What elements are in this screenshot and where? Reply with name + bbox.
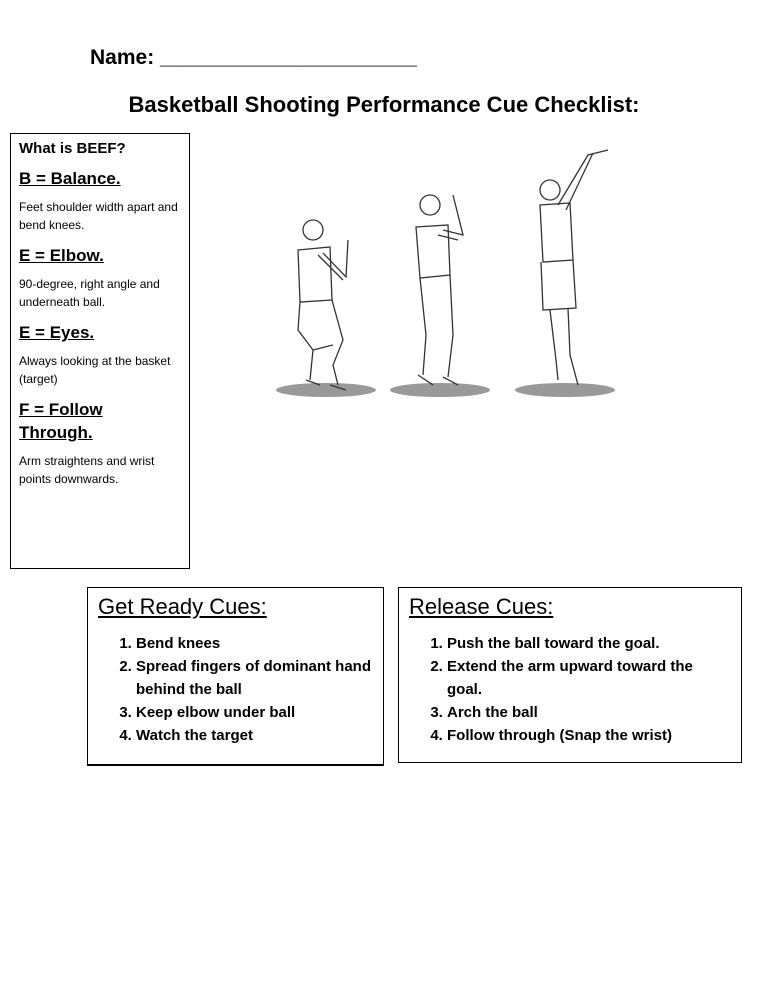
list-item: 1. Bend knees [136, 632, 373, 655]
get-ready-list [98, 632, 373, 747]
list-item: 1. Push the ball toward the goal. [447, 632, 731, 655]
name-field-label: Name: ______________________ [90, 46, 417, 69]
page-title: Basketball Shooting Performance Cue Checklist: [128, 92, 640, 117]
player-figure-ready [298, 220, 348, 390]
beef-item-desc: 90-degree, right angle and underneath ball. [19, 277, 160, 309]
release-cues-box [398, 587, 742, 763]
list-item: 2. Extend the arm upward toward the goal. [447, 655, 731, 701]
get-ready-title: Get Ready Cues: [98, 594, 267, 619]
beef-item-title: E = Eyes. [19, 323, 95, 342]
list-item: 3. Keep elbow under ball [136, 701, 373, 724]
beef-item-desc: Always looking at the basket (target) [19, 354, 171, 386]
beef-item-title: F = Follow Through. [19, 400, 103, 442]
beef-item-title: B = Balance. [19, 169, 121, 188]
beef-item-title: E = Elbow. [19, 246, 104, 265]
player-figure-release [540, 150, 608, 385]
list-item: 3. Arch the ball [447, 701, 731, 724]
release-title: Release Cues: [409, 594, 554, 619]
list-item: 4. Watch the target [136, 724, 373, 747]
get-ready-cues-box [87, 587, 384, 766]
beef-heading: What is BEEF? [19, 140, 126, 157]
list-item: 2. Spread fingers of dominant hand behind the ball [136, 655, 373, 701]
player-figure-set [416, 195, 463, 385]
shooting-sequence-illustration [258, 135, 628, 405]
beef-item-desc: Arm straightens and wrist points downwards. [19, 454, 155, 486]
release-list [409, 632, 731, 747]
list-item: 4. Follow through (Snap the wrist) [447, 724, 731, 747]
beef-box [10, 133, 190, 569]
beef-item-desc: Feet shoulder width apart and bend knees. [19, 200, 178, 232]
